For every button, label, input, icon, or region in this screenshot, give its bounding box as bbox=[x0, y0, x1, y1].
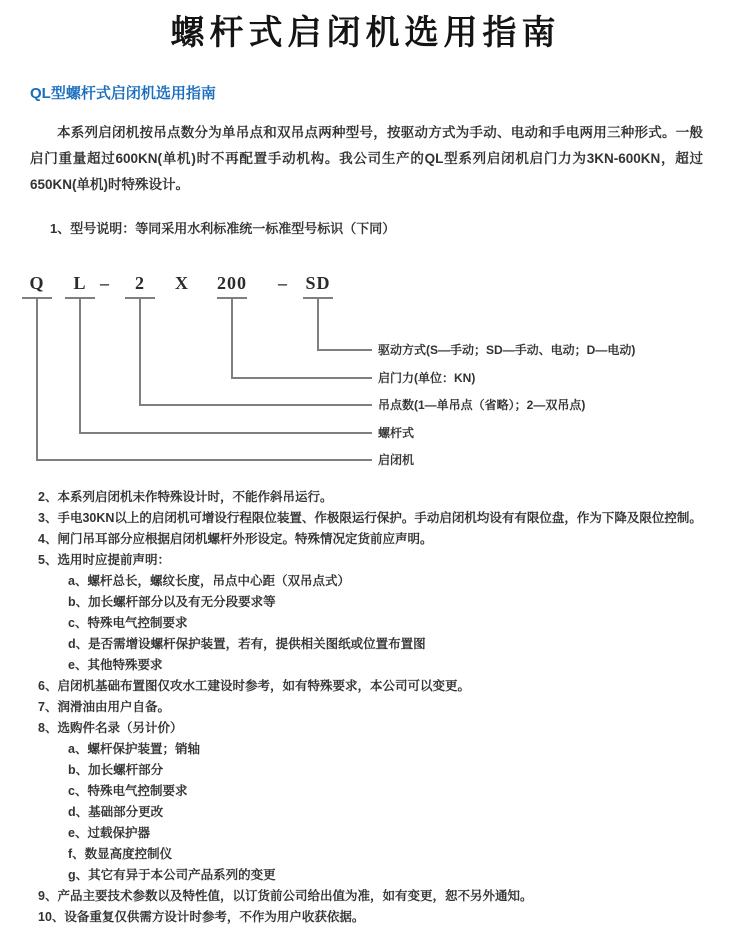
diagram-connector-vertical bbox=[79, 299, 81, 434]
note-item: c、特殊电气控制要求 bbox=[68, 784, 188, 798]
diagram-connector-horizontal bbox=[80, 432, 372, 434]
note-item: f、数显高度控制仪 bbox=[68, 847, 173, 861]
page-title: 螺杆式启闭机选用指南 bbox=[170, 15, 561, 52]
diagram-connector-horizontal bbox=[232, 377, 372, 379]
note-item: b、加长螺杆部分以及有无分段要求等 bbox=[68, 595, 276, 609]
model-code-segment: X bbox=[175, 273, 189, 293]
model-code-segment: – bbox=[100, 273, 110, 293]
model-code-segment: – bbox=[278, 273, 288, 293]
model-code-segment: Q bbox=[29, 273, 45, 293]
model-diagram bbox=[0, 271, 731, 481]
note-item: a、螺杆保护装置；销轴 bbox=[68, 742, 200, 756]
note-item: a、螺杆总长，螺纹长度，吊点中心距（双吊点式） bbox=[68, 574, 350, 588]
note-item: g、其它有异于本公司产品系列的变更 bbox=[68, 868, 276, 882]
note-item: 2、本系列启闭机未作特殊设计时，不能作斜吊运行。 bbox=[38, 490, 333, 504]
diagram-connector-vertical bbox=[317, 299, 319, 351]
section-heading: QL型螺杆式启闭机选用指南 bbox=[30, 85, 216, 102]
diagram-connector-horizontal bbox=[140, 404, 372, 406]
diagram-label: 螺杆式 bbox=[378, 426, 415, 440]
model-code-segment: 2 bbox=[135, 273, 145, 293]
note-item: c、特殊电气控制要求 bbox=[68, 616, 188, 630]
note-item: d、是否需增设螺杆保护装置，若有，提供相关图纸或位置布置图 bbox=[68, 637, 426, 651]
intro-paragraph: 本系列启闭机按吊点数分为单吊点和双吊点两种型号，按驱动方式为手动、电动和手电两用三种形式。一般启门重量超过600KN(单机)时不再配置手动机构。我公司生产的QL型系列启闭机启门力为3KN-600KN，超过650KN(单机)时特殊设计。 bbox=[30, 125, 703, 192]
diagram-connector-horizontal bbox=[37, 459, 372, 461]
diagram-connector-vertical bbox=[231, 299, 233, 379]
diagram-label: 驱动方式(S—手动；SD—手动、电动；D—电动) bbox=[378, 343, 636, 357]
model-code-segment: 200 bbox=[217, 273, 247, 293]
note-item: 4、闸门吊耳部分应根据启闭机螺杆外形设定。特殊情况定货前应声明。 bbox=[38, 532, 433, 546]
note-item: e、过载保护器 bbox=[68, 826, 150, 840]
diagram-connector-horizontal bbox=[318, 349, 372, 351]
model-note-heading: 1、型号说明：等同采用水利标准统一标准型号标识（下同） bbox=[50, 221, 396, 236]
note-item: 10、设备重复仅供需方设计时参考，不作为用户收获依据。 bbox=[38, 910, 365, 924]
diagram-label: 启门力(单位：KN) bbox=[378, 371, 476, 385]
diagram-connector-vertical bbox=[36, 299, 38, 461]
model-code-segment: SD bbox=[305, 273, 331, 293]
diagram-label: 吊点数(1—单吊点（省略）；2—双吊点) bbox=[378, 398, 586, 412]
note-item: 6、启闭机基础布置图仅攻水工建设时参考，如有特殊要求，本公司可以变更。 bbox=[38, 679, 470, 693]
model-code-segment: L bbox=[73, 273, 87, 293]
diagram-label: 启闭机 bbox=[378, 453, 415, 467]
note-item: e、其他特殊要求 bbox=[68, 658, 163, 672]
note-item: 9、产品主要技术参数以及特性值，以订货前公司给出值为准，如有变更，恕不另外通知。 bbox=[38, 889, 533, 903]
notes-list bbox=[38, 487, 731, 928]
diagram-connector-vertical bbox=[139, 299, 141, 406]
note-item: 5、选用时应提前声明： bbox=[38, 553, 170, 567]
note-item: 8、选购件名录（另计价） bbox=[38, 721, 183, 735]
note-item: d、基础部分更改 bbox=[68, 805, 164, 819]
note-item: 3、手电30KN以上的启闭机可增设行程限位装置、作极限运行保护。手动启闭机均设有有限位盘，作为下降及限位控制。 bbox=[38, 511, 702, 525]
note-item: 7、润滑油由用户自备。 bbox=[38, 700, 170, 714]
note-item: b、加长螺杆部分 bbox=[68, 763, 164, 777]
